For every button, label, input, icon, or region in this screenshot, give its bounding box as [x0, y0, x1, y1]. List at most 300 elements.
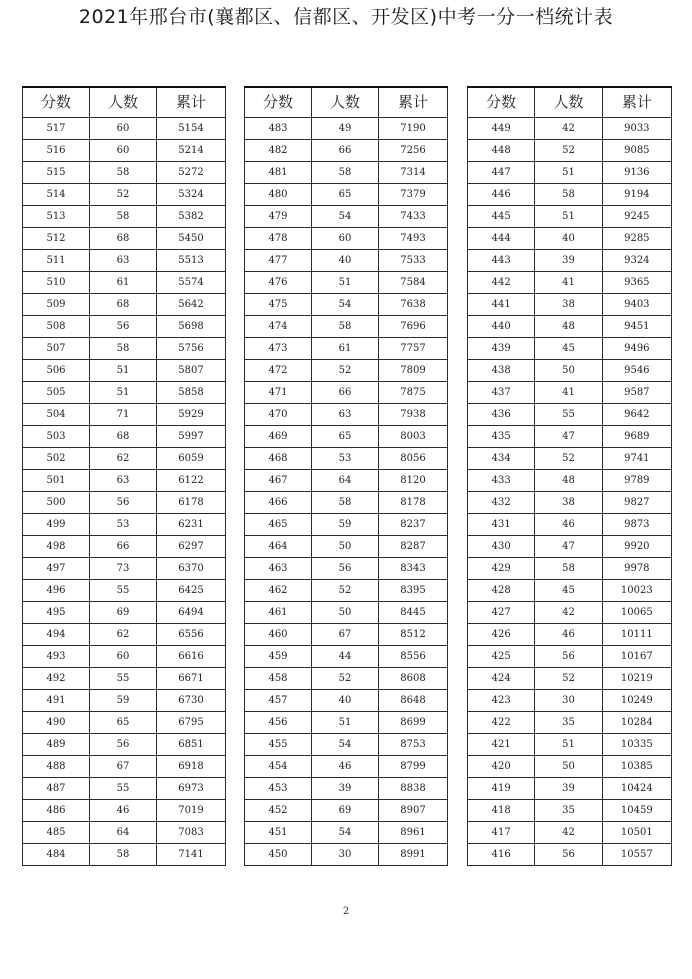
- header-score: 分数: [245, 87, 312, 118]
- header-cumulative: 累计: [602, 87, 671, 118]
- table-row: [245, 184, 448, 206]
- cell-count: 58: [312, 162, 379, 184]
- table-row: [245, 426, 448, 448]
- table-row: [468, 734, 672, 756]
- cell-count: 67: [312, 624, 379, 646]
- cell-count: 52: [535, 668, 602, 690]
- cell-count: 51: [535, 206, 602, 228]
- cell-score: 434: [468, 448, 535, 470]
- cell-score: 451: [245, 822, 312, 844]
- table-row: [23, 756, 226, 778]
- cell-cumulative: 8178: [379, 492, 448, 514]
- table-row: [245, 316, 448, 338]
- cell-count: 58: [90, 844, 157, 866]
- cell-count: 50: [535, 360, 602, 382]
- cell-cumulative: 8445: [379, 602, 448, 624]
- cell-score: 481: [245, 162, 312, 184]
- cell-count: 68: [90, 426, 157, 448]
- cell-score: 487: [23, 778, 90, 800]
- cell-score: 440: [468, 316, 535, 338]
- cell-score: 458: [245, 668, 312, 690]
- cell-score: 482: [245, 140, 312, 162]
- cell-count: 60: [90, 646, 157, 668]
- cell-score: 447: [468, 162, 535, 184]
- cell-score: 438: [468, 360, 535, 382]
- table-row: [468, 514, 672, 536]
- cell-cumulative: 6059: [157, 448, 226, 470]
- cell-score: 480: [245, 184, 312, 206]
- cell-count: 53: [90, 514, 157, 536]
- cell-count: 50: [535, 756, 602, 778]
- cell-score: 426: [468, 624, 535, 646]
- cell-count: 58: [90, 206, 157, 228]
- cell-cumulative: 7584: [379, 272, 448, 294]
- cell-score: 437: [468, 382, 535, 404]
- cell-count: 58: [535, 558, 602, 580]
- table-row: [23, 316, 226, 338]
- cell-cumulative: 7809: [379, 360, 448, 382]
- table-row: [468, 206, 672, 228]
- cell-count: 56: [535, 646, 602, 668]
- cell-cumulative: 7757: [379, 338, 448, 360]
- table-row: [468, 602, 672, 624]
- cell-count: 54: [312, 734, 379, 756]
- cell-score: 454: [245, 756, 312, 778]
- cell-cumulative: 8991: [379, 844, 448, 866]
- cell-score: 424: [468, 668, 535, 690]
- cell-cumulative: 9689: [602, 426, 671, 448]
- table-row: [245, 250, 448, 272]
- cell-count: 55: [90, 778, 157, 800]
- cell-score: 443: [468, 250, 535, 272]
- cell-cumulative: 6231: [157, 514, 226, 536]
- cell-count: 65: [312, 184, 379, 206]
- cell-cumulative: 5858: [157, 382, 226, 404]
- cell-count: 47: [535, 426, 602, 448]
- cell-score: 422: [468, 712, 535, 734]
- table-row: [23, 558, 226, 580]
- cell-count: 66: [312, 382, 379, 404]
- cell-cumulative: 8343: [379, 558, 448, 580]
- table-row: [23, 360, 226, 382]
- table-row: [23, 536, 226, 558]
- table-row: [245, 338, 448, 360]
- cell-cumulative: 6370: [157, 558, 226, 580]
- cell-cumulative: 8699: [379, 712, 448, 734]
- cell-score: 441: [468, 294, 535, 316]
- table-row: [245, 272, 448, 294]
- table-row: [245, 514, 448, 536]
- cell-score: 439: [468, 338, 535, 360]
- table-row: [468, 668, 672, 690]
- cell-count: 48: [535, 470, 602, 492]
- cell-score: 460: [245, 624, 312, 646]
- cell-cumulative: 8003: [379, 426, 448, 448]
- table-row: [245, 800, 448, 822]
- table-row: [23, 734, 226, 756]
- table-row: [245, 558, 448, 580]
- cell-cumulative: 10111: [602, 624, 671, 646]
- table-row: [245, 536, 448, 558]
- cell-count: 51: [535, 734, 602, 756]
- cell-count: 52: [535, 448, 602, 470]
- cell-count: 66: [312, 140, 379, 162]
- cell-score: 435: [468, 426, 535, 448]
- cell-score: 486: [23, 800, 90, 822]
- header-row: [468, 87, 672, 118]
- cell-score: 510: [23, 272, 90, 294]
- cell-score: 421: [468, 734, 535, 756]
- cell-cumulative: 10459: [602, 800, 671, 822]
- cell-cumulative: 10385: [602, 756, 671, 778]
- cell-cumulative: 7019: [157, 800, 226, 822]
- table-row: [468, 118, 672, 140]
- cell-count: 65: [90, 712, 157, 734]
- header-cumulative: 累计: [157, 87, 226, 118]
- cell-cumulative: 9741: [602, 448, 671, 470]
- cell-cumulative: 8648: [379, 690, 448, 712]
- cell-score: 428: [468, 580, 535, 602]
- table-row: [245, 448, 448, 470]
- score-table-2: [244, 86, 448, 866]
- cell-cumulative: 7190: [379, 118, 448, 140]
- cell-score: 515: [23, 162, 90, 184]
- header-cumulative: 累计: [379, 87, 448, 118]
- cell-score: 459: [245, 646, 312, 668]
- cell-score: 432: [468, 492, 535, 514]
- cell-cumulative: 7938: [379, 404, 448, 426]
- table-row: [23, 382, 226, 404]
- cell-count: 55: [90, 580, 157, 602]
- cell-cumulative: 8799: [379, 756, 448, 778]
- cell-score: 474: [245, 316, 312, 338]
- cell-score: 448: [468, 140, 535, 162]
- cell-score: 469: [245, 426, 312, 448]
- table-row: [245, 206, 448, 228]
- cell-count: 60: [90, 140, 157, 162]
- cell-cumulative: 9136: [602, 162, 671, 184]
- cell-count: 54: [312, 294, 379, 316]
- score-table-3: [467, 86, 672, 866]
- table-row: [23, 844, 226, 866]
- cell-score: 506: [23, 360, 90, 382]
- cell-count: 62: [90, 624, 157, 646]
- cell-score: 514: [23, 184, 90, 206]
- cell-count: 41: [535, 382, 602, 404]
- header-row: [245, 87, 448, 118]
- cell-count: 55: [535, 404, 602, 426]
- cell-score: 501: [23, 470, 90, 492]
- cell-score: 473: [245, 338, 312, 360]
- cell-score: 427: [468, 602, 535, 624]
- table-row: [23, 162, 226, 184]
- cell-score: 502: [23, 448, 90, 470]
- cell-cumulative: 5214: [157, 140, 226, 162]
- table-row: [23, 250, 226, 272]
- cell-score: 417: [468, 822, 535, 844]
- cell-count: 64: [90, 822, 157, 844]
- cell-cumulative: 7696: [379, 316, 448, 338]
- cell-count: 40: [312, 250, 379, 272]
- cell-score: 478: [245, 228, 312, 250]
- cell-cumulative: 10023: [602, 580, 671, 602]
- table-row: [245, 624, 448, 646]
- table-row: [23, 690, 226, 712]
- cell-cumulative: 6671: [157, 668, 226, 690]
- table-row: [468, 228, 672, 250]
- cell-count: 40: [535, 228, 602, 250]
- cell-count: 39: [535, 250, 602, 272]
- cell-score: 456: [245, 712, 312, 734]
- cell-cumulative: 8838: [379, 778, 448, 800]
- cell-count: 41: [535, 272, 602, 294]
- table-row: [468, 360, 672, 382]
- table-row: [245, 360, 448, 382]
- table-row: [23, 206, 226, 228]
- cell-cumulative: 10424: [602, 778, 671, 800]
- cell-score: 446: [468, 184, 535, 206]
- cell-cumulative: 8287: [379, 536, 448, 558]
- header-score: 分数: [468, 87, 535, 118]
- cell-cumulative: 9642: [602, 404, 671, 426]
- table-row: [245, 470, 448, 492]
- cell-count: 40: [312, 690, 379, 712]
- table-row: [468, 778, 672, 800]
- table-row: [245, 822, 448, 844]
- cell-score: 509: [23, 294, 90, 316]
- table-row: [245, 404, 448, 426]
- table-row: [23, 184, 226, 206]
- table-row: [468, 162, 672, 184]
- table-row: [468, 756, 672, 778]
- table-row: [245, 646, 448, 668]
- cell-cumulative: 7083: [157, 822, 226, 844]
- cell-count: 53: [312, 448, 379, 470]
- cell-cumulative: 8961: [379, 822, 448, 844]
- cell-score: 512: [23, 228, 90, 250]
- table-row: [468, 338, 672, 360]
- cell-cumulative: 5698: [157, 316, 226, 338]
- cell-score: 464: [245, 536, 312, 558]
- cell-cumulative: 9789: [602, 470, 671, 492]
- table-row: [245, 382, 448, 404]
- cell-score: 455: [245, 734, 312, 756]
- cell-score: 436: [468, 404, 535, 426]
- cell-score: 507: [23, 338, 90, 360]
- cell-count: 58: [90, 338, 157, 360]
- cell-score: 431: [468, 514, 535, 536]
- cell-cumulative: 7141: [157, 844, 226, 866]
- cell-count: 52: [312, 668, 379, 690]
- header-score: 分数: [23, 87, 90, 118]
- table-row: [468, 822, 672, 844]
- cell-score: 419: [468, 778, 535, 800]
- cell-count: 51: [312, 272, 379, 294]
- cell-score: 517: [23, 118, 90, 140]
- cell-count: 46: [535, 624, 602, 646]
- cell-score: 493: [23, 646, 90, 668]
- cell-cumulative: 5756: [157, 338, 226, 360]
- table-row: [245, 602, 448, 624]
- cell-cumulative: 7493: [379, 228, 448, 250]
- table-row: [245, 690, 448, 712]
- cell-count: 42: [535, 602, 602, 624]
- cell-score: 495: [23, 602, 90, 624]
- table-row: [468, 492, 672, 514]
- cell-score: 499: [23, 514, 90, 536]
- cell-cumulative: 7256: [379, 140, 448, 162]
- table-row: [245, 756, 448, 778]
- cell-count: 69: [312, 800, 379, 822]
- table-row: [468, 624, 672, 646]
- cell-cumulative: 10065: [602, 602, 671, 624]
- cell-score: 505: [23, 382, 90, 404]
- cell-score: 470: [245, 404, 312, 426]
- cell-score: 516: [23, 140, 90, 162]
- table-row: [468, 844, 672, 866]
- cell-count: 52: [90, 184, 157, 206]
- table-row: [468, 316, 672, 338]
- table-row: [468, 272, 672, 294]
- cell-score: 489: [23, 734, 90, 756]
- cell-cumulative: 5642: [157, 294, 226, 316]
- table-row: [468, 712, 672, 734]
- table-row: [245, 294, 448, 316]
- table-row: [468, 404, 672, 426]
- table-row: [245, 712, 448, 734]
- cell-score: 500: [23, 492, 90, 514]
- header-row: [23, 87, 226, 118]
- cell-cumulative: 10557: [602, 844, 671, 866]
- cell-score: 477: [245, 250, 312, 272]
- cell-count: 58: [312, 492, 379, 514]
- cell-count: 54: [312, 822, 379, 844]
- table-row: [468, 646, 672, 668]
- cell-score: 442: [468, 272, 535, 294]
- cell-cumulative: 7875: [379, 382, 448, 404]
- table-row: [23, 448, 226, 470]
- header-count: 人数: [312, 87, 379, 118]
- cell-score: 504: [23, 404, 90, 426]
- cell-score: 465: [245, 514, 312, 536]
- table-row: [23, 338, 226, 360]
- cell-score: 468: [245, 448, 312, 470]
- cell-count: 68: [90, 294, 157, 316]
- cell-count: 63: [90, 250, 157, 272]
- cell-cumulative: 5272: [157, 162, 226, 184]
- cell-cumulative: 10219: [602, 668, 671, 690]
- table-row: [468, 294, 672, 316]
- cell-count: 65: [312, 426, 379, 448]
- cell-cumulative: 8056: [379, 448, 448, 470]
- cell-count: 35: [535, 712, 602, 734]
- cell-count: 55: [90, 668, 157, 690]
- cell-cumulative: 10167: [602, 646, 671, 668]
- cell-score: 497: [23, 558, 90, 580]
- cell-score: 461: [245, 602, 312, 624]
- cell-score: 485: [23, 822, 90, 844]
- cell-cumulative: 9194: [602, 184, 671, 206]
- cell-cumulative: 10501: [602, 822, 671, 844]
- cell-count: 73: [90, 558, 157, 580]
- cell-count: 49: [312, 118, 379, 140]
- table-row: [245, 734, 448, 756]
- cell-score: 449: [468, 118, 535, 140]
- cell-count: 69: [90, 602, 157, 624]
- cell-count: 42: [535, 822, 602, 844]
- cell-count: 48: [535, 316, 602, 338]
- cell-score: 492: [23, 668, 90, 690]
- table-row: [23, 118, 226, 140]
- cell-cumulative: 7379: [379, 184, 448, 206]
- cell-cumulative: 8395: [379, 580, 448, 602]
- cell-cumulative: 9827: [602, 492, 671, 514]
- cell-score: 508: [23, 316, 90, 338]
- cell-count: 56: [535, 844, 602, 866]
- cell-cumulative: 6297: [157, 536, 226, 558]
- cell-count: 58: [312, 316, 379, 338]
- cell-cumulative: 5513: [157, 250, 226, 272]
- cell-cumulative: 6973: [157, 778, 226, 800]
- table-row: [245, 140, 448, 162]
- cell-count: 61: [90, 272, 157, 294]
- table-row: [23, 800, 226, 822]
- table-row: [23, 426, 226, 448]
- table-row: [23, 514, 226, 536]
- cell-cumulative: 8608: [379, 668, 448, 690]
- cell-score: 494: [23, 624, 90, 646]
- cell-count: 44: [312, 646, 379, 668]
- table-row: [468, 580, 672, 602]
- table-row: [245, 162, 448, 184]
- table-row: [23, 492, 226, 514]
- cell-cumulative: 6556: [157, 624, 226, 646]
- cell-count: 51: [312, 712, 379, 734]
- cell-score: 444: [468, 228, 535, 250]
- table-row: [245, 778, 448, 800]
- cell-count: 60: [90, 118, 157, 140]
- cell-score: 462: [245, 580, 312, 602]
- cell-cumulative: 6425: [157, 580, 226, 602]
- cell-cumulative: 8120: [379, 470, 448, 492]
- cell-count: 67: [90, 756, 157, 778]
- cell-count: 46: [312, 756, 379, 778]
- cell-cumulative: 7314: [379, 162, 448, 184]
- cell-count: 59: [312, 514, 379, 536]
- cell-score: 416: [468, 844, 535, 866]
- cell-count: 59: [90, 690, 157, 712]
- cell-cumulative: 6730: [157, 690, 226, 712]
- table-row: [468, 690, 672, 712]
- table-row: [23, 294, 226, 316]
- cell-cumulative: 9033: [602, 118, 671, 140]
- cell-count: 52: [312, 580, 379, 602]
- cell-score: 484: [23, 844, 90, 866]
- cell-cumulative: 6122: [157, 470, 226, 492]
- cell-count: 64: [312, 470, 379, 492]
- cell-cumulative: 6616: [157, 646, 226, 668]
- cell-cumulative: 9285: [602, 228, 671, 250]
- cell-cumulative: 6795: [157, 712, 226, 734]
- cell-score: 423: [468, 690, 535, 712]
- cell-count: 71: [90, 404, 157, 426]
- cell-cumulative: 5450: [157, 228, 226, 250]
- header-count: 人数: [535, 87, 602, 118]
- cell-score: 483: [245, 118, 312, 140]
- cell-score: 475: [245, 294, 312, 316]
- cell-cumulative: 5574: [157, 272, 226, 294]
- cell-cumulative: 9587: [602, 382, 671, 404]
